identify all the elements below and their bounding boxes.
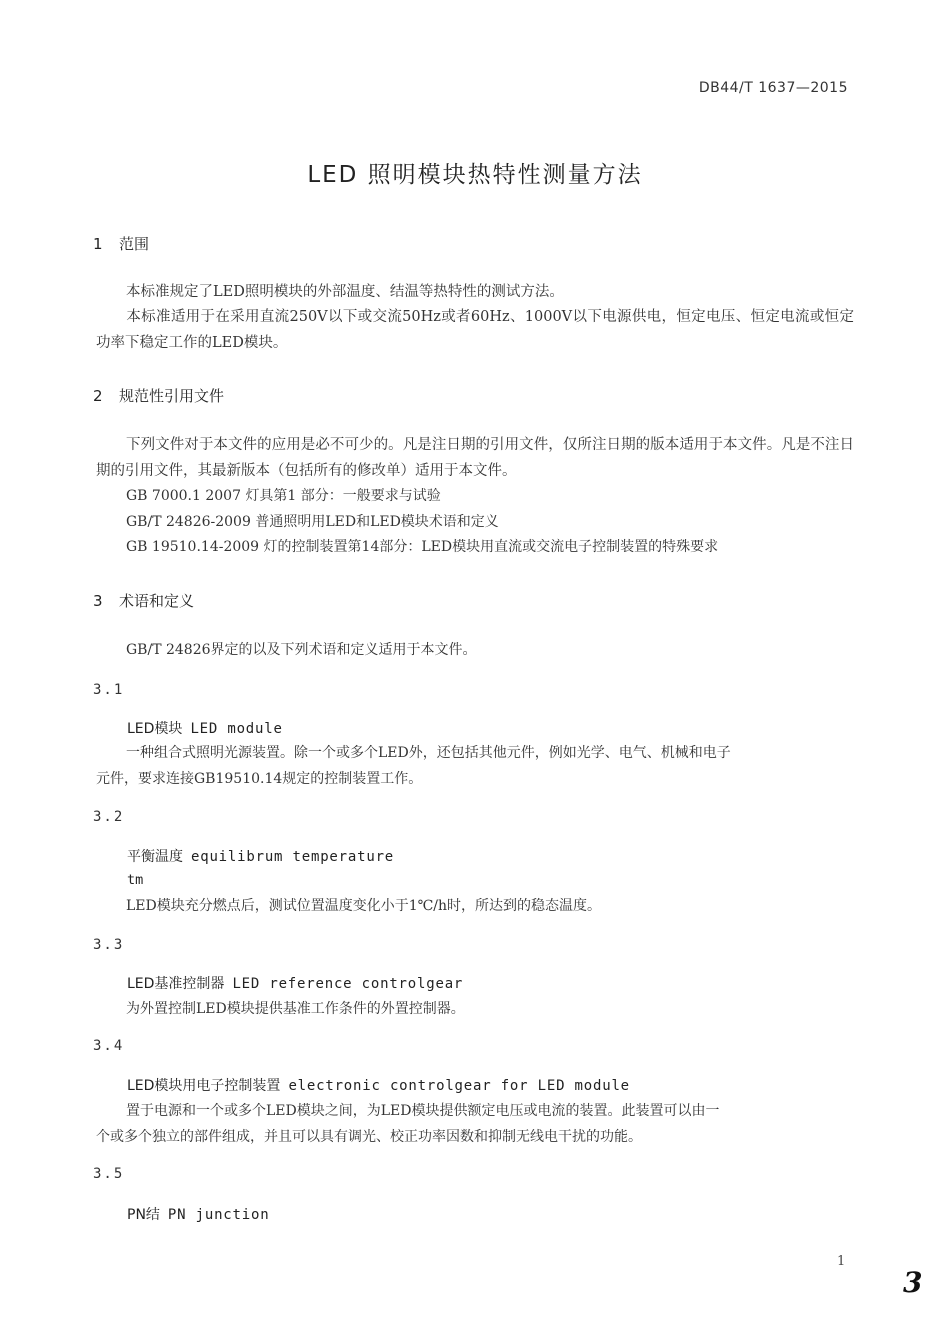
reference-item: GB 7000.1 2007 灯具第1 部分：一般要求与试验 [126, 488, 441, 504]
term-heading [127, 718, 283, 738]
scope-paragraph-2: 本标准适用于在采用直流250V以下或交流50Hz或者60Hz、1000V以下电源供电，恒定电压、恒定电流或恒定功率下稳定工作的LED模块。 [96, 309, 854, 351]
section-number: 2 [93, 387, 103, 405]
term-heading [127, 1075, 630, 1095]
document-title: LED 照明模块热特性测量方法 [307, 162, 643, 188]
term-heading [127, 1204, 269, 1224]
section-title: 范围 [119, 235, 150, 253]
term-zh: LED基准控制器 [127, 976, 225, 992]
section-heading-scope [93, 233, 149, 254]
section-heading-terms [93, 590, 194, 611]
definition-line: LED模块充分燃点后，测试位置温度变化小于1℃/h时，所达到的稳态温度。 [126, 898, 602, 914]
section-title: 术语和定义 [119, 592, 195, 610]
term-en: equilibrum temperature [191, 849, 395, 865]
corner-page-mark: 3 [903, 1266, 923, 1299]
clause-number: 3.2 [93, 809, 125, 825]
term-en: PN junction [167, 1207, 270, 1223]
clause-number: 3.3 [93, 937, 125, 953]
definition-line: 为外置控制LED模块提供基准工作条件的外置控制器。 [126, 1001, 465, 1017]
term-en: LED reference controlgear [232, 976, 464, 992]
term-heading [127, 973, 463, 993]
term-heading [127, 846, 394, 866]
term-en: LED module [190, 721, 283, 737]
clause-number: 3.4 [93, 1038, 125, 1054]
term-zh: 平衡温度 [127, 849, 183, 865]
references-paragraph: 下列文件对于本文件的应用是必不可少的。凡是注日期的引用文件，仅所注日期的版本适用于本文件。凡是不注日期的引用文件，其最新版本（包括所有的修改单）适用于本文件。 [96, 437, 854, 479]
scope-paragraph-1: 本标准规定了LED照明模块的外部温度、结温等热特性的测试方法。 [126, 284, 564, 300]
section-number: 3 [93, 592, 103, 610]
term-symbol: tm [127, 872, 144, 888]
clause-number: 3.5 [93, 1166, 125, 1182]
page-number: 1 [837, 1254, 846, 1269]
reference-item: GB 19510.14-2009 灯的控制装置第14部分：LED模块用直流或交流电子控制装置的特殊要求 [126, 539, 719, 555]
term-zh: PN结 [127, 1207, 160, 1223]
definition-line: 置于电源和一个或多个LED模块之间，为LED模块提供额定电压或电流的装置。此装置可以由一 [126, 1103, 720, 1119]
clause-number: 3.1 [93, 682, 125, 698]
terms-intro: GB/T 24826界定的以及下列术语和定义适用于本文件。 [126, 642, 477, 658]
term-en: electronic controlgear for LED module [288, 1078, 630, 1094]
definition-line: 元件，要求连接GB19510.14规定的控制装置工作。 [96, 771, 423, 787]
reference-item: GB/T 24826-2009 普通照明用LED和LED模块术语和定义 [126, 514, 499, 530]
section-title: 规范性引用文件 [119, 387, 225, 405]
section-number: 1 [93, 235, 103, 253]
definition-line: 个或多个独立的部件组成，并且可以具有调光、校正功率因数和抑制无线电干扰的功能。 [96, 1129, 642, 1145]
definition-line: 一种组合式照明光源装置。除一个或多个LED外，还包括其他元件，例如光学、电气、机械和电子 [126, 745, 731, 761]
standard-code: DB44/T 1637—2015 [698, 80, 848, 96]
section-heading-references [93, 385, 224, 406]
term-zh: LED模块 [127, 721, 183, 737]
term-zh: LED模块用电子控制装置 [127, 1078, 281, 1094]
